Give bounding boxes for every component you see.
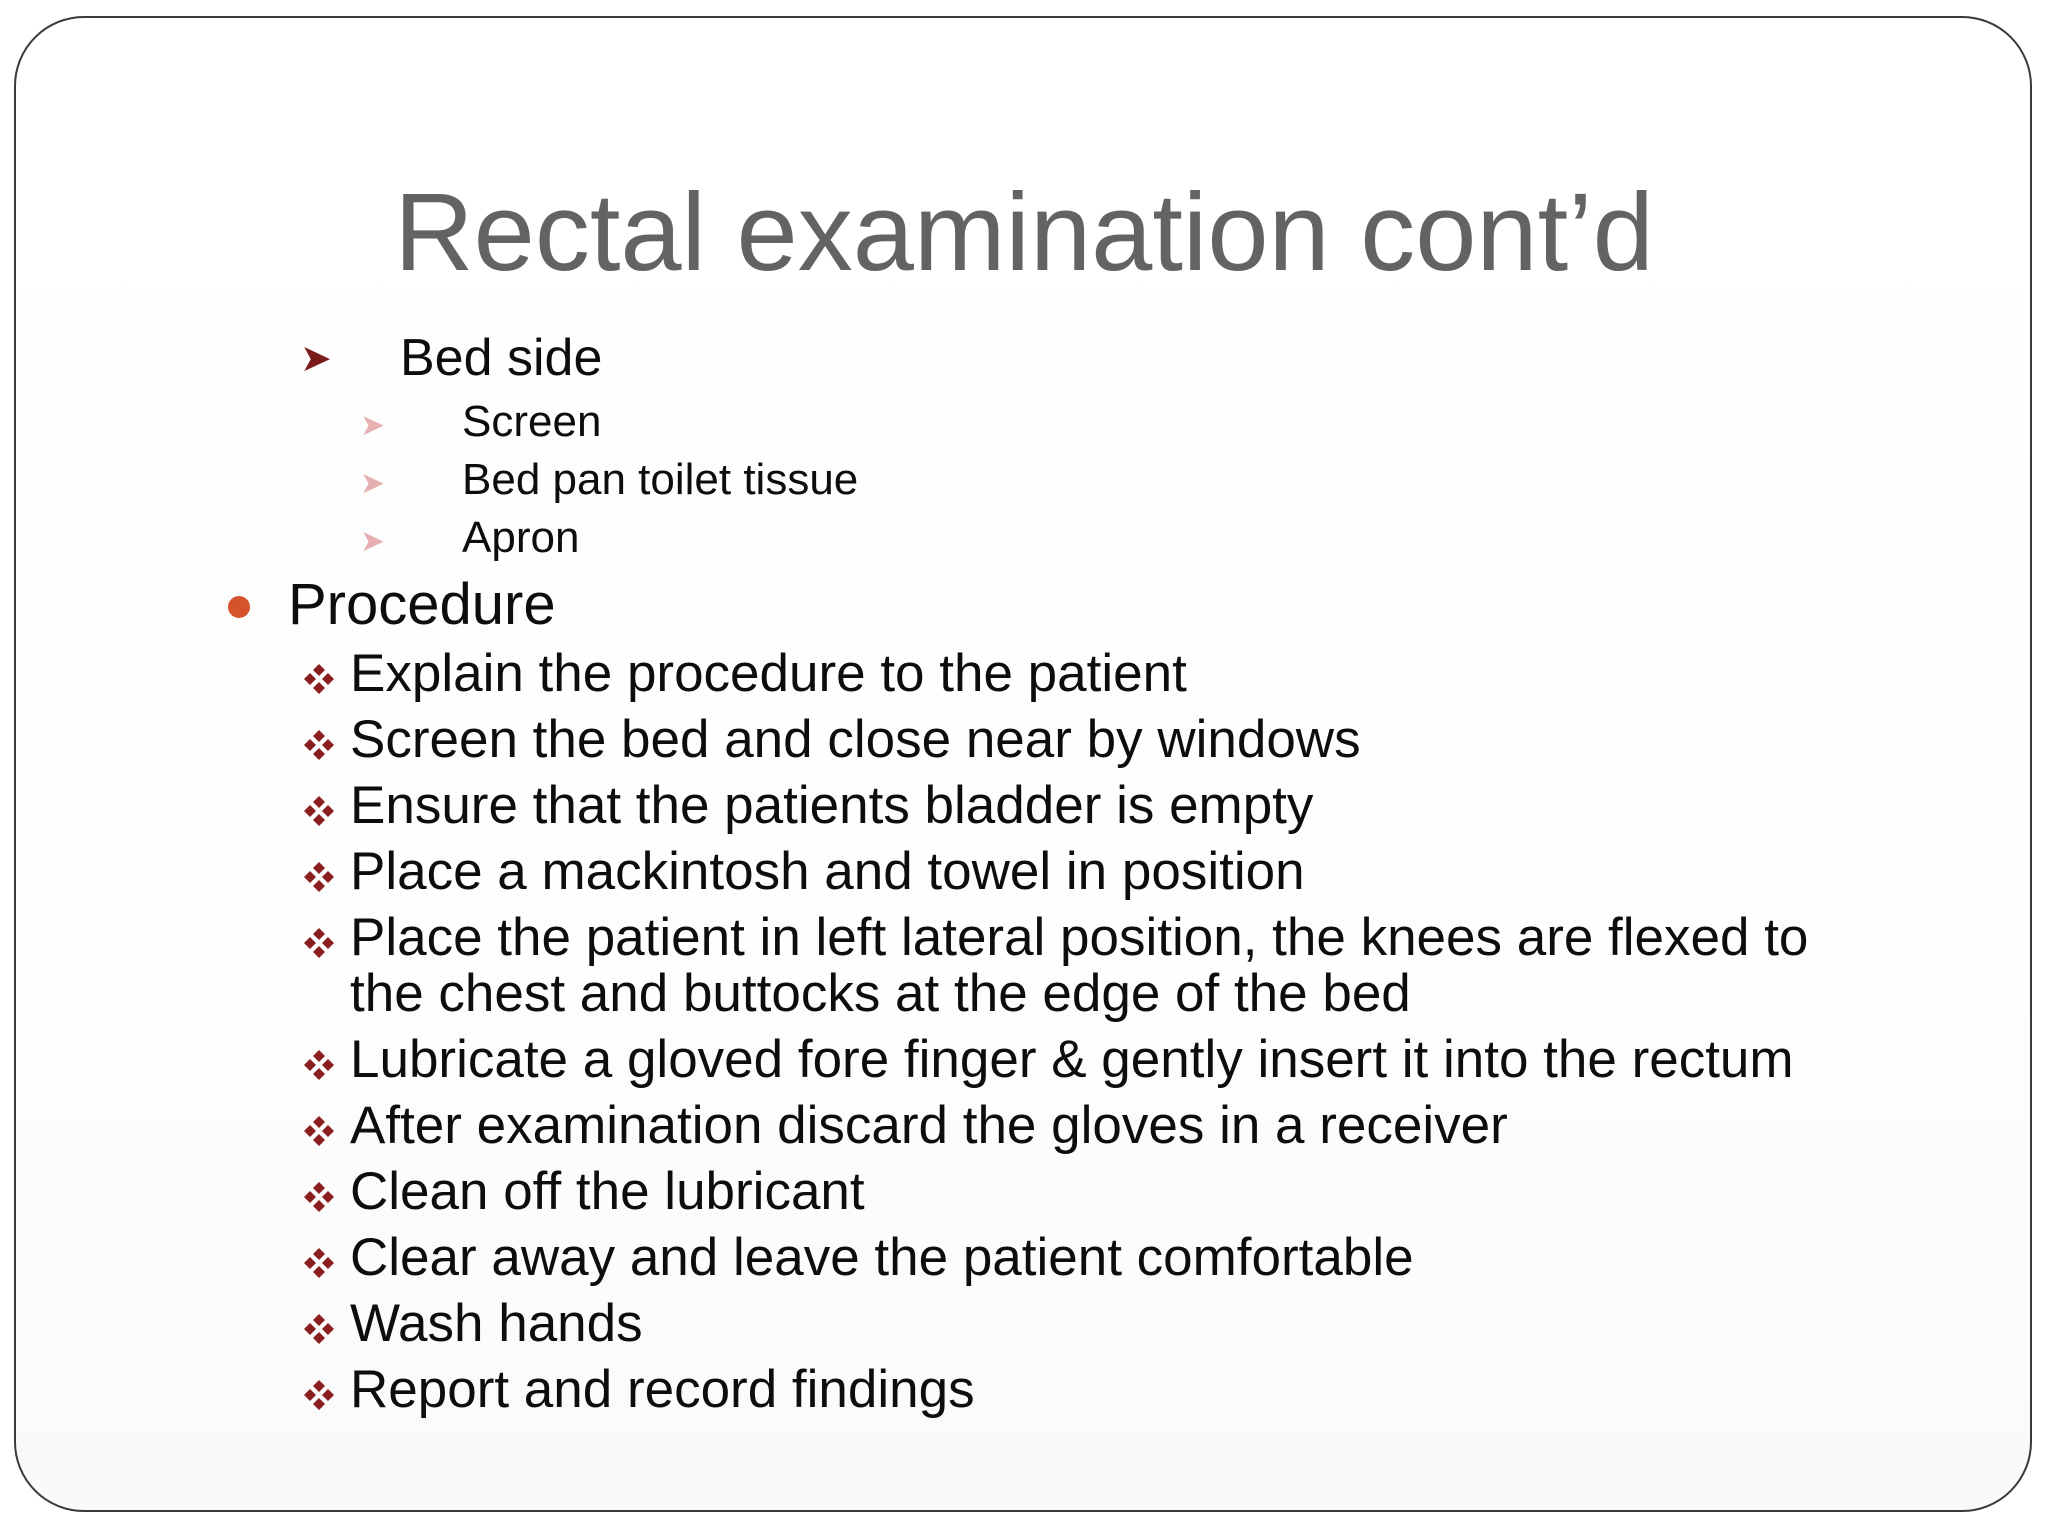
- four-diamond-icon: [302, 1312, 336, 1346]
- four-diamond-icon: [302, 926, 336, 960]
- procedure-step: Place the patient in left lateral position, the knees are flexed to: [350, 908, 1809, 967]
- four-diamond-icon: [302, 860, 336, 894]
- bedside-item: Screen: [462, 397, 602, 446]
- four-diamond-icon: [302, 1378, 336, 1412]
- four-diamond-icon: [302, 1246, 336, 1280]
- four-diamond-icon: [302, 728, 336, 762]
- procedure-step: Lubricate a gloved fore finger & gently insert it into the rectum: [350, 1030, 1794, 1089]
- procedure-step: the chest and buttocks at the edge of the bed: [350, 964, 1411, 1023]
- bedside-heading: Bed side: [400, 329, 603, 387]
- procedure-heading: Procedure: [288, 572, 556, 637]
- procedure-step: After examination discard the gloves in a receiver: [350, 1096, 1508, 1155]
- orange-dot-icon: [228, 596, 250, 618]
- procedure-step: Report and record findings: [350, 1360, 975, 1419]
- four-diamond-icon: [302, 1180, 336, 1214]
- procedure-step: Explain the procedure to the patient: [350, 644, 1187, 703]
- procedure-step: Wash hands: [350, 1294, 643, 1353]
- procedure-step: Clean off the lubricant: [350, 1162, 865, 1221]
- four-diamond-icon: [302, 1114, 336, 1148]
- four-diamond-icon: [302, 1048, 336, 1082]
- four-diamond-icon: [302, 794, 336, 828]
- light-arrowhead-icon: ➤: [360, 466, 386, 501]
- light-arrowhead-icon: ➤: [360, 524, 386, 559]
- procedure-step: Screen the bed and close near by windows: [350, 710, 1361, 769]
- four-diamond-icon: [302, 662, 336, 696]
- procedure-step: Ensure that the patients bladder is empty: [350, 776, 1314, 835]
- procedure-step: Clear away and leave the patient comfortable: [350, 1228, 1414, 1287]
- bedside-item: Apron: [462, 513, 580, 562]
- slide-title: Rectal examination cont’d: [394, 171, 1654, 294]
- arrowhead-icon: ➤: [300, 336, 332, 380]
- bedside-item: Bed pan toilet tissue: [462, 455, 859, 504]
- light-arrowhead-icon: ➤: [360, 408, 386, 443]
- procedure-step: Place a mackintosh and towel in position: [350, 842, 1305, 901]
